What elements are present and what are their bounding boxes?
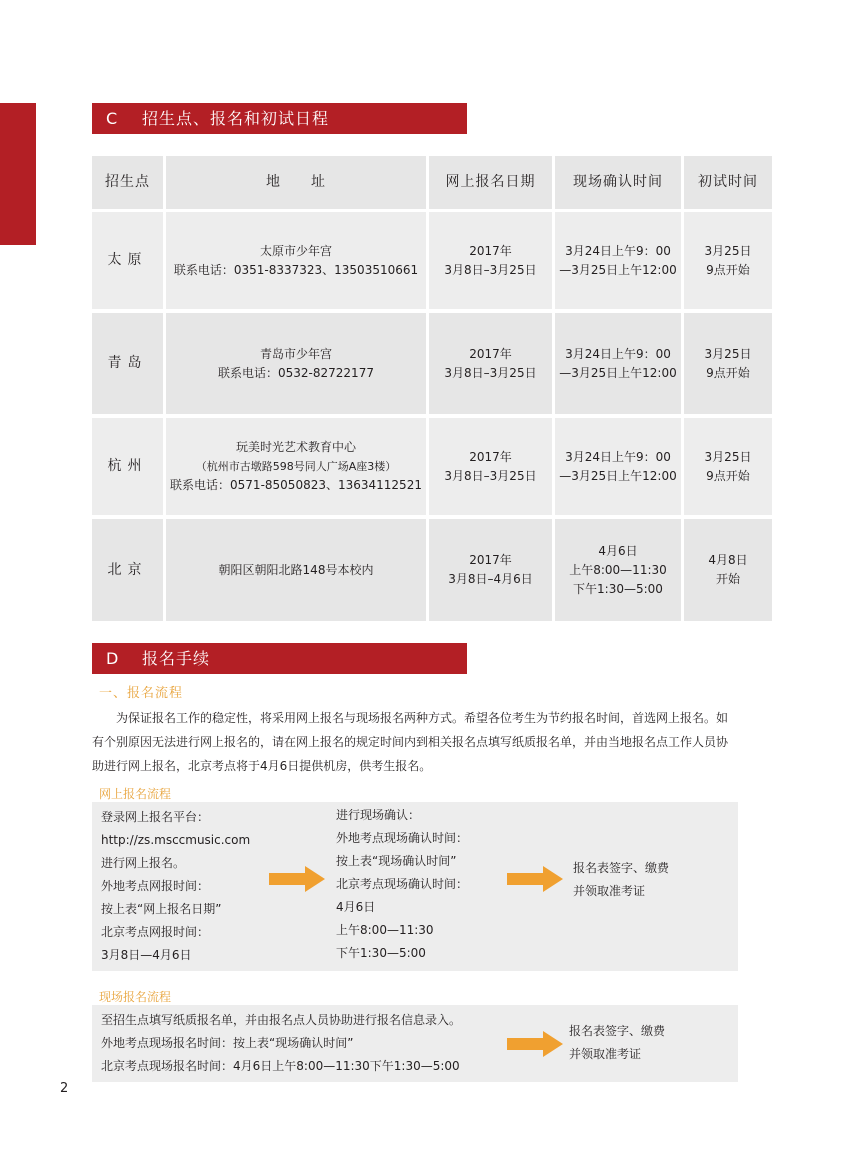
- online-step3-line: 报名表签字、缴费: [573, 861, 670, 875]
- header-address: 地 址: [166, 156, 426, 209]
- exam-line: 3月25日: [704, 449, 752, 464]
- right-arrow-icon: [507, 866, 563, 892]
- online-step2-line: 北京考点现场确认时间：: [336, 877, 469, 891]
- row-confirm-qingdao: [555, 313, 681, 414]
- online-step1-line: 北京考点网报时间：: [101, 925, 210, 939]
- header-confirm-time: 现场确认时间: [555, 156, 681, 209]
- address-line: 太原市少年宫: [259, 243, 332, 258]
- row-confirm-hangzhou: [555, 418, 681, 515]
- online-step1: [101, 806, 250, 967]
- online-line: 3月8日–4月6日: [448, 572, 533, 586]
- confirm-line: 3月24日上午9：00: [565, 346, 671, 361]
- address-line: （杭州市古墩路598号同人广场A座3楼）: [195, 460, 397, 473]
- online-line: 3月8日–3月25日: [444, 365, 537, 380]
- header-center: 招生点: [92, 156, 163, 209]
- section-c-title: 招生点、报名和初试日程: [142, 109, 330, 128]
- online-step1-line: 3月8日—4月6日: [101, 948, 192, 962]
- address-line: 玩美时光艺术教育中心: [235, 440, 356, 454]
- confirm-line: 4月6日: [598, 543, 638, 558]
- row-address-taiyuan: [166, 212, 426, 309]
- online-step2-line: 按上表“现场确认时间”: [336, 854, 457, 868]
- onsite-step1-line: 北京考点现场报名时间：4月6日上午8:00—11:30下午1:30—5:00: [101, 1059, 460, 1073]
- online-step3-line: 并领取准考证: [573, 884, 646, 898]
- online-step2-line: 下午1:30—5:00: [336, 946, 426, 960]
- address-line: 联系电话：0532-82722177: [218, 365, 374, 380]
- onsite-step1-line: 外地考点现场报名时间：按上表“现场确认时间”: [101, 1036, 354, 1050]
- exam-line: 开始: [715, 572, 740, 586]
- row-exam-hangzhou: [684, 418, 772, 515]
- section-d-header: [92, 643, 467, 674]
- row-exam-beijing: [684, 519, 772, 621]
- section-c-header: [92, 103, 467, 134]
- exam-line: 3月25日: [704, 346, 752, 361]
- online-step3: [573, 857, 669, 903]
- online-step2: [336, 804, 468, 965]
- online-line: 2017年: [469, 553, 512, 567]
- row-center-taiyuan: 太原: [92, 212, 163, 309]
- exam-line: 9点开始: [706, 262, 750, 277]
- confirm-line: —3月25日上午12:00: [559, 262, 677, 277]
- address-line: 联系电话：0571-85050823、13634112521: [170, 478, 422, 492]
- row-confirm-beijing: [555, 519, 681, 621]
- online-step2-line: 外地考点现场确认时间：: [336, 831, 469, 845]
- address-line: 青岛市少年宫: [259, 346, 332, 361]
- confirm-line: 下午1:30—5:00: [573, 581, 663, 596]
- row-exam-qingdao: [684, 313, 772, 414]
- address-line: 朝阳区朝阳北路148号本校内: [218, 562, 374, 577]
- online-step2-line: 4月6日: [336, 900, 376, 914]
- exam-line: 9点开始: [706, 365, 750, 380]
- header-online-date: 网上报名日期: [429, 156, 552, 209]
- row-online-hangzhou: [429, 418, 552, 515]
- section-c-letter: C: [106, 109, 119, 128]
- onsite-flow-label: 现场报名流程: [99, 990, 172, 1004]
- address-line: 联系电话：0351-8337323、13503510661: [173, 262, 419, 277]
- online-step1-line: 按上表“网上报名日期”: [101, 902, 222, 916]
- header-exam-time: 初试时间: [684, 156, 772, 209]
- section-d-title: 报名手续: [142, 649, 211, 668]
- row-center-qingdao: 青岛: [92, 313, 163, 414]
- online-line: 2017年: [469, 243, 512, 258]
- confirm-line: 3月24日上午9：00: [565, 449, 671, 464]
- right-arrow-icon: [269, 866, 325, 892]
- online-step1-line: 进行网上报名。: [101, 856, 186, 870]
- online-line: 2017年: [469, 346, 512, 361]
- onsite-step2-line: 报名表签字、缴费: [569, 1024, 666, 1038]
- online-line: 3月8日–3月25日: [444, 262, 537, 277]
- row-address-qingdao: [166, 313, 426, 414]
- section-d-letter: D: [106, 649, 120, 668]
- confirm-line: 上午8:00—11:30: [569, 562, 667, 577]
- row-online-qingdao: [429, 313, 552, 414]
- onsite-step1: [101, 1009, 461, 1078]
- confirm-line: 3月24日上午9：00: [565, 243, 671, 258]
- subsection-title: 一、报名流程: [99, 686, 184, 701]
- page-number: 2: [60, 1081, 69, 1096]
- online-step2-line: 上午8:00—11:30: [336, 923, 434, 937]
- online-line: 2017年: [469, 449, 512, 464]
- row-exam-taiyuan: [684, 212, 772, 309]
- row-online-beijing: [429, 519, 552, 621]
- row-confirm-taiyuan: [555, 212, 681, 309]
- right-arrow-icon: [507, 1031, 563, 1057]
- online-step1-line: 登录网上报名平台：: [101, 810, 210, 824]
- online-step1-line: 外地考点网报时间：: [101, 879, 210, 893]
- onsite-step1-line: 至招生点填写纸质报名单，并由报名点人员协助进行报名信息录入。: [101, 1013, 462, 1027]
- online-step1-line: http://zs.msccmusic.com: [101, 833, 251, 847]
- onsite-flow-box: [92, 1005, 738, 1082]
- intro-text: 为保证报名工作的稳定性，将采用网上报名与现场报名两种方式。希望各位考生为节约报名时间，首选网上报名。如有个别原因无法进行网上报名的，请在网上报名的规定时间内到相关报名点填写纸质报名单，并由当地报名点工作人员协助进行网上报名，北京考点将于4月6日提供机房，供考生报名。: [92, 711, 729, 773]
- confirm-line: —3月25日上午12:00: [559, 365, 677, 380]
- side-tab: [0, 103, 36, 245]
- row-center-hangzhou: 杭州: [92, 418, 163, 515]
- online-flow-label: 网上报名流程: [99, 787, 172, 801]
- exam-line: 9点开始: [706, 468, 750, 483]
- row-center-beijing: 北京: [92, 519, 163, 621]
- row-address-hangzhou: [166, 418, 426, 515]
- exam-line: 4月8日: [708, 553, 748, 567]
- online-step2-line: 进行现场确认：: [336, 808, 421, 822]
- online-line: 3月8日–3月25日: [444, 468, 537, 483]
- exam-line: 3月25日: [704, 243, 752, 258]
- online-flow-box: [92, 802, 738, 971]
- confirm-line: —3月25日上午12:00: [559, 468, 677, 483]
- onsite-step2-line: 并领取准考证: [569, 1047, 642, 1061]
- intro-paragraph: [92, 706, 732, 778]
- row-online-taiyuan: [429, 212, 552, 309]
- onsite-step2: [569, 1020, 665, 1066]
- row-address-beijing: [166, 519, 426, 621]
